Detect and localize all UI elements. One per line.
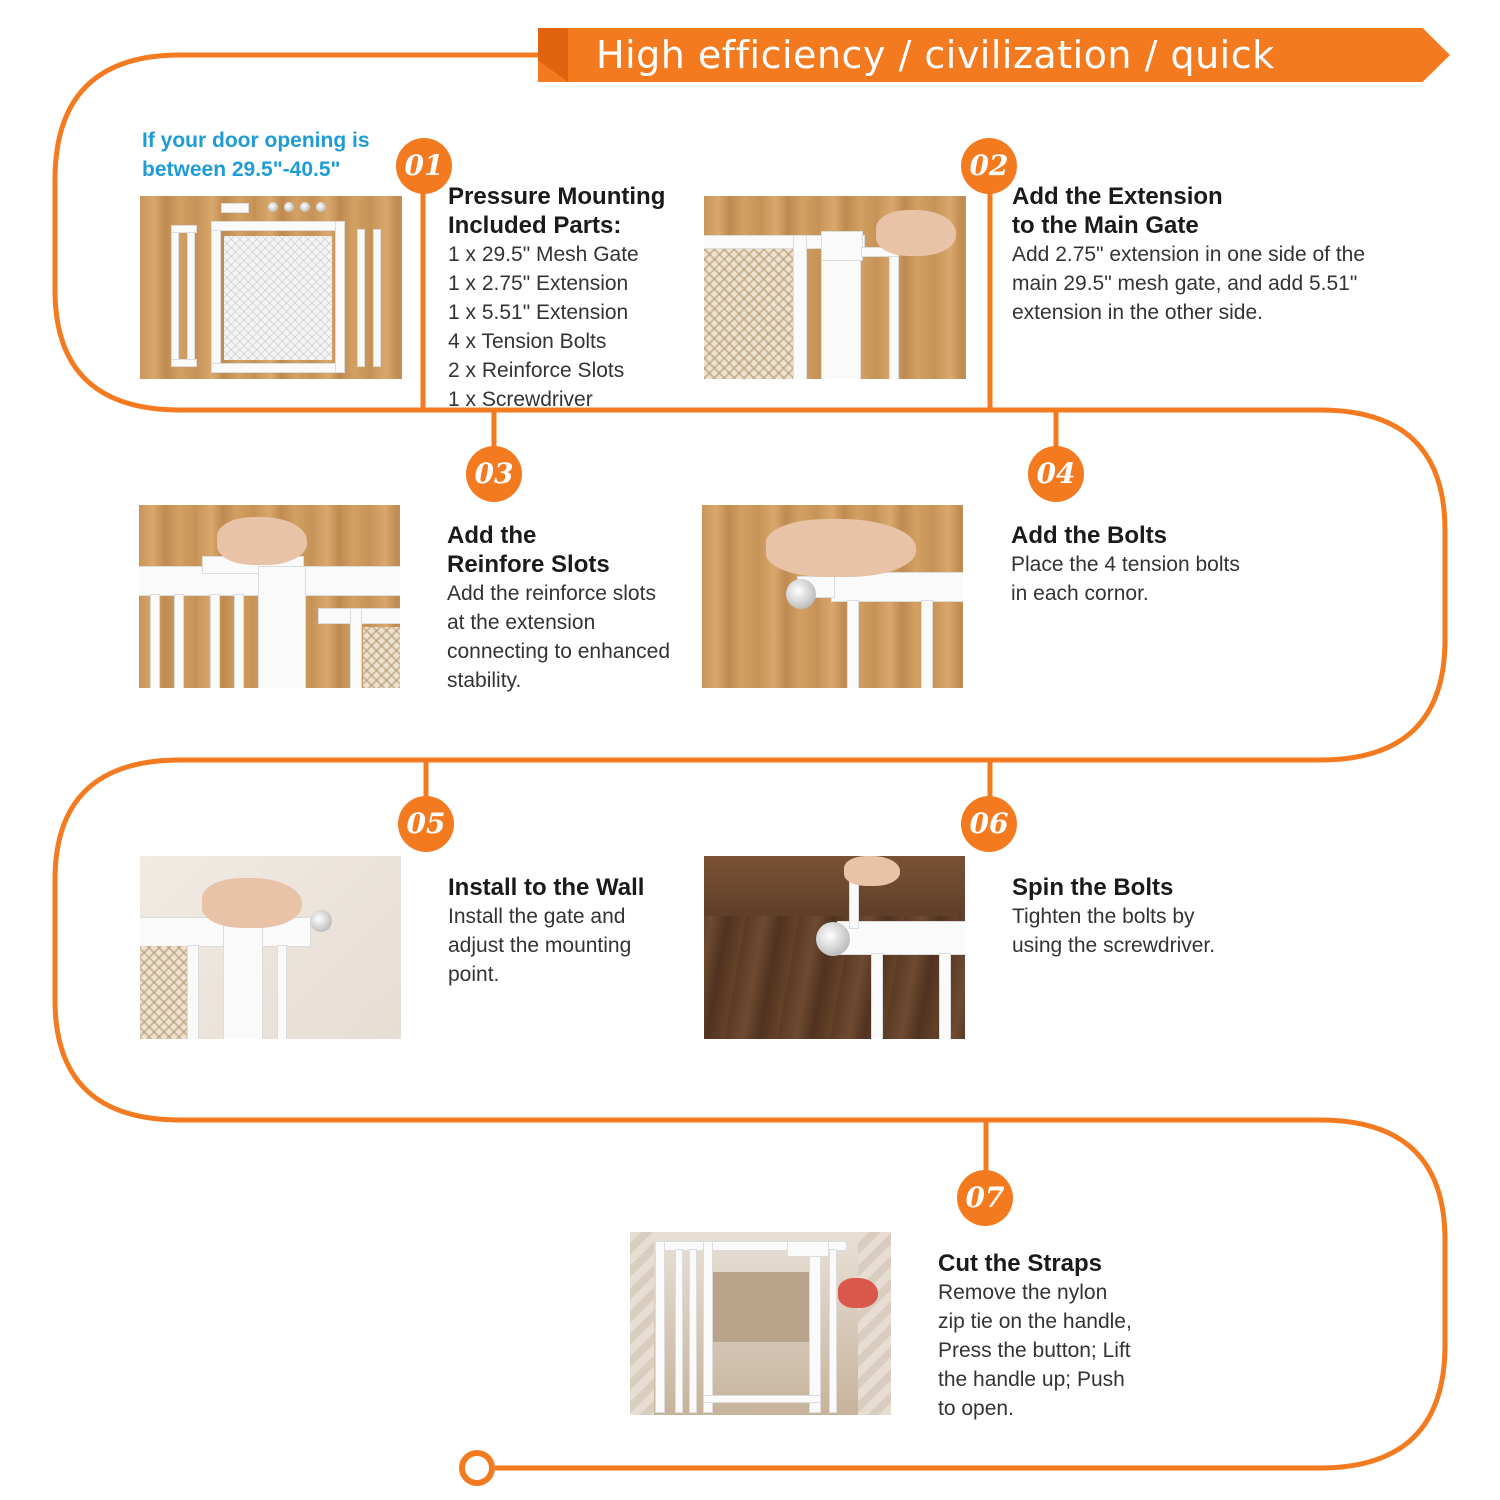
step-06-title: Spin the Bolts	[1012, 874, 1174, 901]
step-04-body-line: Place the 4 tension bolts	[1011, 553, 1240, 576]
step-badge-04: 04	[1028, 446, 1084, 502]
step-03-photo	[139, 505, 400, 688]
step-01-title-line-2: Included Parts:	[448, 212, 622, 239]
step-03-body-line: Add the reinforce slots	[447, 582, 656, 605]
step-badge-07: 07	[957, 1170, 1013, 1226]
step-02-photo	[704, 196, 966, 379]
step-07-title: Cut the Straps	[938, 1250, 1103, 1277]
step-07-body-line: zip tie on the handle,	[938, 1310, 1132, 1333]
note-line-1: If your door opening is	[142, 129, 370, 152]
step-06-body-line: Tighten the bolts by	[1012, 905, 1195, 928]
step-01-body-line: 1 x 5.51" Extension	[448, 301, 629, 324]
step-badge-03: 03	[466, 446, 522, 502]
step-01-body-line: 2 x Reinforce Slots	[448, 359, 625, 382]
step-07-body-line: Remove the nylon	[938, 1281, 1108, 1304]
step-01-body-line: 1 x 2.75" Extension	[448, 272, 629, 295]
step-05-body-line: point.	[448, 963, 500, 986]
step-05-text	[448, 873, 644, 989]
step-02-body-line: Add 2.75" extension in one side of the	[1012, 243, 1366, 266]
step-07-body-line: to open.	[938, 1397, 1014, 1420]
door-opening-note	[142, 126, 370, 184]
step-badge-06: 06	[961, 796, 1017, 852]
step-03-body-line: connecting to enhanced	[447, 640, 671, 663]
step-04-title: Add the Bolts	[1011, 522, 1167, 549]
note-line-2: between 29.5"-40.5"	[142, 158, 341, 181]
step-01-body-line: 1 x 29.5" Mesh Gate	[448, 243, 639, 266]
step-02-body-line: extension in the other side.	[1012, 301, 1263, 324]
step-05-body-line: adjust the mounting	[448, 934, 632, 957]
step-04-photo	[702, 505, 963, 688]
step-01-text	[448, 182, 665, 414]
step-01-body-line: 1 x Screwdriver	[448, 388, 593, 411]
step-02-title-line-1: Add the Extension	[1012, 183, 1223, 210]
step-01-body-line: 4 x Tension Bolts	[448, 330, 607, 353]
step-02-text	[1012, 182, 1365, 327]
step-07-text	[938, 1249, 1132, 1423]
step-01-title-line-1: Pressure Mounting	[448, 183, 666, 210]
step-05-title: Install to the Wall	[448, 874, 645, 901]
step-05-photo	[140, 856, 401, 1039]
step-03-body-line: at the extension	[447, 611, 596, 634]
step-07-photo	[630, 1232, 891, 1415]
step-06-text	[1012, 873, 1215, 960]
step-07-body-line: Press the button; Lift	[938, 1339, 1131, 1362]
step-06-photo	[704, 856, 965, 1039]
step-05-body-line: Install the gate and	[448, 905, 626, 928]
step-02-title-line-2: to the Main Gate	[1012, 212, 1199, 239]
step-07-body-line: the handle up; Push	[938, 1368, 1125, 1391]
step-02-body-line: main 29.5" mesh gate, and add 5.51"	[1012, 272, 1358, 295]
step-03-title-line-2: Reinfore Slots	[447, 551, 610, 578]
step-03-title-line-1: Add the	[447, 522, 537, 549]
step-03-text	[447, 521, 670, 695]
step-04-text	[1011, 521, 1240, 608]
step-badge-05: 05	[398, 796, 454, 852]
banner-title: High efficiency / civilization / quick installation	[596, 33, 1275, 131]
step-06-body-line: using the screwdriver.	[1012, 934, 1216, 957]
step-03-body-line: stability.	[447, 669, 522, 692]
step-badge-01: 01	[396, 138, 452, 194]
step-01-photo	[140, 196, 402, 379]
step-badge-02: 02	[961, 138, 1017, 194]
step-04-body-line: in each cornor.	[1011, 582, 1149, 605]
